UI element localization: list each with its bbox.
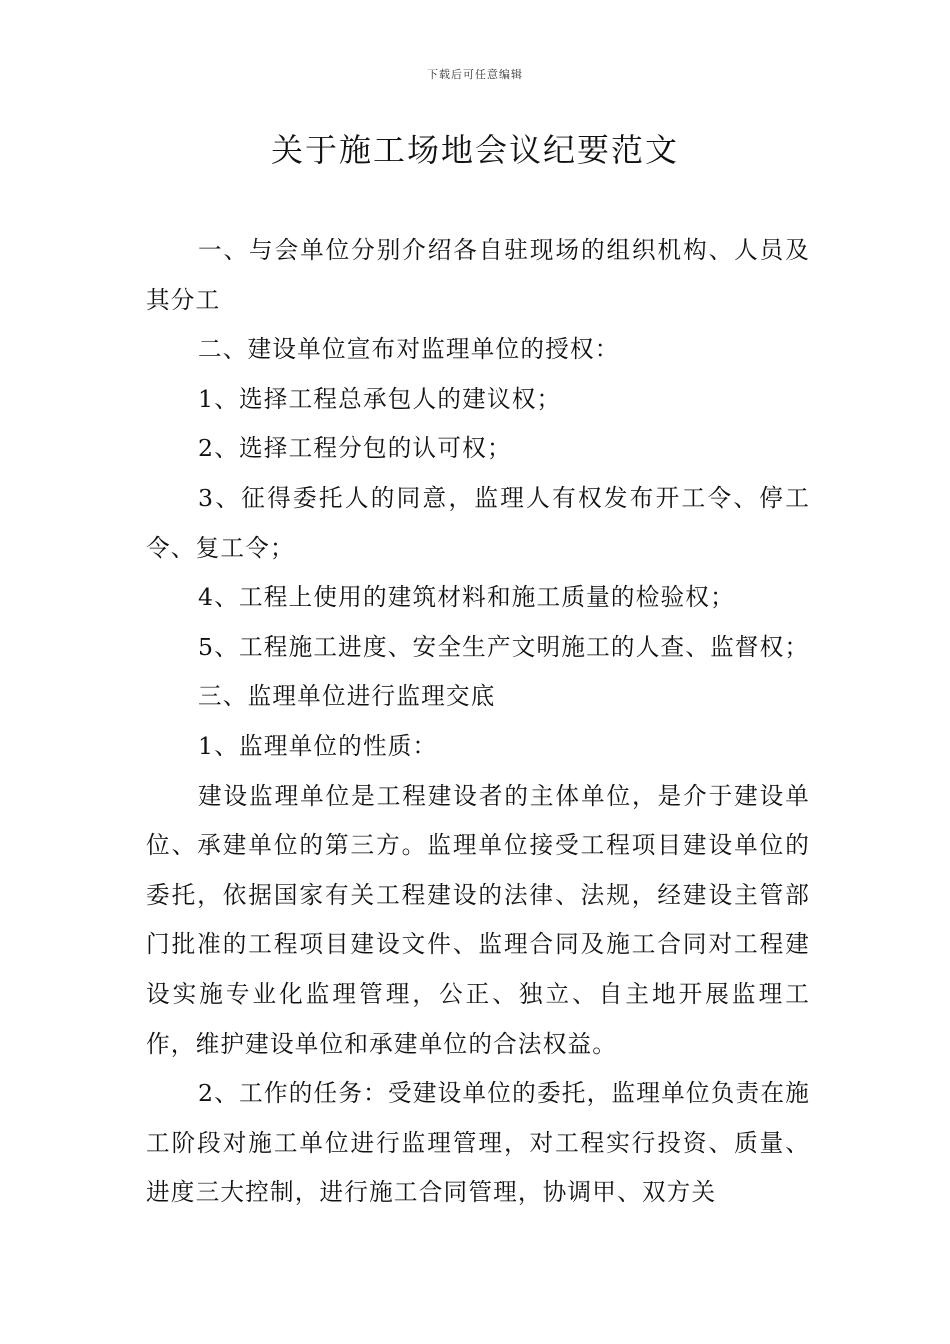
header-note: 下载后可任意编辑 — [427, 68, 523, 81]
paragraph-10: 建设监理单位是工程建设者的主体单位，是介于建设单位、承建单位的第三方。监理单位接受工程项目建设单位的委托，依据国家有关工程建设的法律、法规，经建设主管部门批准的工程项目建设文件、监理合同及施工合同对工程建设实施专业化监理管理，公正、独立、自主地开展监理工作，维护建设单位和承建单位的合法权益。 — [146, 781, 810, 1058]
paragraph-11: 2、工作的任务：受建设单位的委托，监理单位负责在施工阶段对施工单位进行监理管理，对工程实行投资、质量、进度三大控制，进行施工合同管理，协调甲、双方关 — [146, 1079, 810, 1207]
paragraph-1: 一、与会单位分别介绍各自驻现场的组织机构、人员及其分工 — [146, 236, 810, 314]
paragraph-7: 5、工程施工进度、安全生产文明施工的人查、监督权； — [198, 632, 810, 661]
paragraph-9: 1、监理单位的性质： — [198, 731, 438, 760]
paragraph-4: 2、选择工程分包的认可权； — [198, 434, 512, 463]
paragraph-6: 4、工程上使用的建筑材料和施工质量的检验权； — [198, 583, 735, 612]
document-body — [146, 226, 810, 1218]
document-title: 关于施工场地会议纪要范文 — [270, 131, 679, 169]
paragraph-3: 1、选择工程总承包人的建议权； — [198, 384, 562, 413]
paragraph-5: 3、征得委托人的同意，监理人有权发布开工令、停工令、复工令； — [146, 483, 810, 562]
paragraph-8: 三、监理单位进行监理交底 — [198, 682, 496, 711]
paragraph-2: 二、建设单位宣布对监理单位的授权： — [198, 335, 620, 364]
